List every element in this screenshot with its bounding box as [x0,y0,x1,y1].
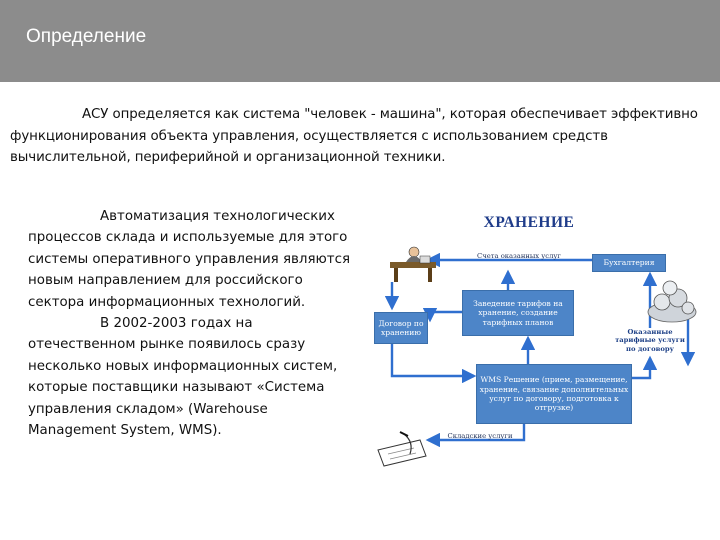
box-wms: WMS Решение (прием, размещение, хранение, связание дополнительных услуг по договору, подготовка к отгрузке) [476,364,632,424]
label-services: Оказанные тарифные услуги по договору [615,328,685,353]
label-transport: Складские услуги [447,432,513,440]
arrow-wms-services [632,358,650,378]
arrow-contract-wms [392,342,474,376]
title-bar [0,0,720,82]
definition-paragraph: АСУ определяется как система "человек - машина", которая обеспечивает эффективно функционирования объекта управления, осуществляется с использованием средств вычислительной, периферийной и организационной техники. [10,107,698,165]
box-accounting: Бухгалтерия [592,254,666,272]
desk-worker-icon [390,247,436,282]
diagram-title: ХРАНЕНИЕ [483,214,575,231]
box-tariffs: Заведение тарифов на хранение, создание тарифных планов [462,290,574,336]
coins-pile-icon [648,281,696,322]
arrow-tariffs-contract [430,312,462,320]
paragraph-automation: Автоматизация технологических процессов склада и используемые для этого системы оперативного управления являются новым направлением для российского сектора информационных технологий. [28,209,351,310]
contract-sign-icon [378,432,426,466]
box-contract: Договор по хранению [374,312,428,344]
paragraph-wms: В 2002-2003 годах на отечественном рынке появилось сразу несколько новых информационных систем, которые поставщики называют «Система управления складом» (Warehouse Management System, WMS). [28,316,338,439]
label-invoices: Счета оказанных услуг [477,252,561,260]
body-text [28,206,360,441]
storage-diagram [368,208,708,470]
slide-title: Определение [26,26,147,47]
